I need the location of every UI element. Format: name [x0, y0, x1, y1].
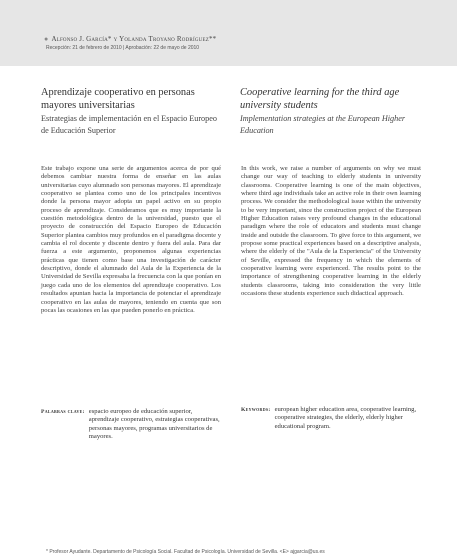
keywords-es-label: Palabras clave:: [41, 409, 85, 415]
keywords-en-label: Keywords:: [241, 407, 271, 413]
keywords-spanish: [41, 408, 223, 442]
title-en-main: Cooperative learning for the third age university students: [240, 87, 400, 111]
abstract-english: In this work, we raise a number of arguments on why we must change our way of teaching to elderly students in university classrooms. Cooperative learning is one of the main objectives, where third age individuals take an active role in their own learning process. We consider the methodological issue within the university to be very important, since the construction project of the European Higher Education raises very profound changes in the educational paradigm where the role of educators and students must change inside and outside the classroom. To give force to this argument, we propose some practical experiences based on a descriptive analysis, where the elderly of the "Aula de la Experiencia" of the University of Seville, expressed the frequency in which the elements of cooperative learning were experienced. The results point to the importance of strengthening cooperative learning in the elderly students classrooms, taking into consideration the very little occasions these students experience such didactical approach.: [241, 165, 421, 298]
page-header: [0, 0, 457, 66]
abstract-spanish: Este trabajo expone una serie de argumentos acerca de por qué debemos cambiar nuestra forma de enseñar en las aulas universitarias cuyo alumnado son personas mayores. El aprendizaje cooperativo se plantea como uno de los principales incentivos donde la persona mayor adopta un papel activo en su propio proceso de aprendizaje. Consideramos que es muy importante la cuestión metodológica dentro de la universidad, puesto que el proyecto de construcción del Espacio Europeo de Educación Superior plantea cambios muy profundos en el paradigma docente y cambia el rol docente y discente dentro y fuera del aula. Para dar fuerza a este argumento, proponemos algunas experiencias prácticas que tienen como base una investigación de carácter descriptivo, donde el alumnado del Aula de la Experiencia de la Universidad de Sevilla expresaba la frecuencia con la que ponían en juego cada uno de los elementos del aprendizaje cooperativo. Los resultados apuntan hacia la importancia de potenciar el aprendizaje cooperativo en las aulas de mayores, teniendo en cuenta que son pocas las ocasiones en las que pueden ponerlo en práctica.: [41, 165, 221, 314]
title-spanish: [41, 86, 221, 137]
received-date: Recepción: 21 de febrero de 2010 | Aprobación: 22 de mayo de 2010: [46, 45, 200, 51]
title-english: [240, 86, 420, 137]
footnote: * Profesor Ayudante. Departamento de Psicología Social. Facultad de Psicología. Universidad de Sevilla. <E> ajgarcia@us.es: [46, 549, 325, 555]
title-es-sub: Estrategias de implementación en el Espacio Europeo de Educación Superior: [41, 114, 217, 135]
keywords-es-values: espacio europeo de educación superior, aprendizaje cooperativo, estrategias cooperativas, personas mayores, programas universitarios de mayores.: [88, 408, 220, 441]
title-en-sub: Implementation strategies at the European Higher Education: [240, 114, 406, 135]
authors-line: [44, 35, 216, 43]
bullet-icon: ●: [44, 35, 49, 43]
title-es-main: Aprendizaje cooperativo en personas mayores universitarias: [41, 87, 195, 111]
keywords-english: [241, 406, 423, 431]
keywords-en-values: european higher education area, cooperative learning, cooperative strategies, the elderly, elderly higher educational program.: [274, 406, 417, 430]
authors: Alfonso J. García* y Yolanda Troyano Rodríguez**: [51, 35, 217, 43]
